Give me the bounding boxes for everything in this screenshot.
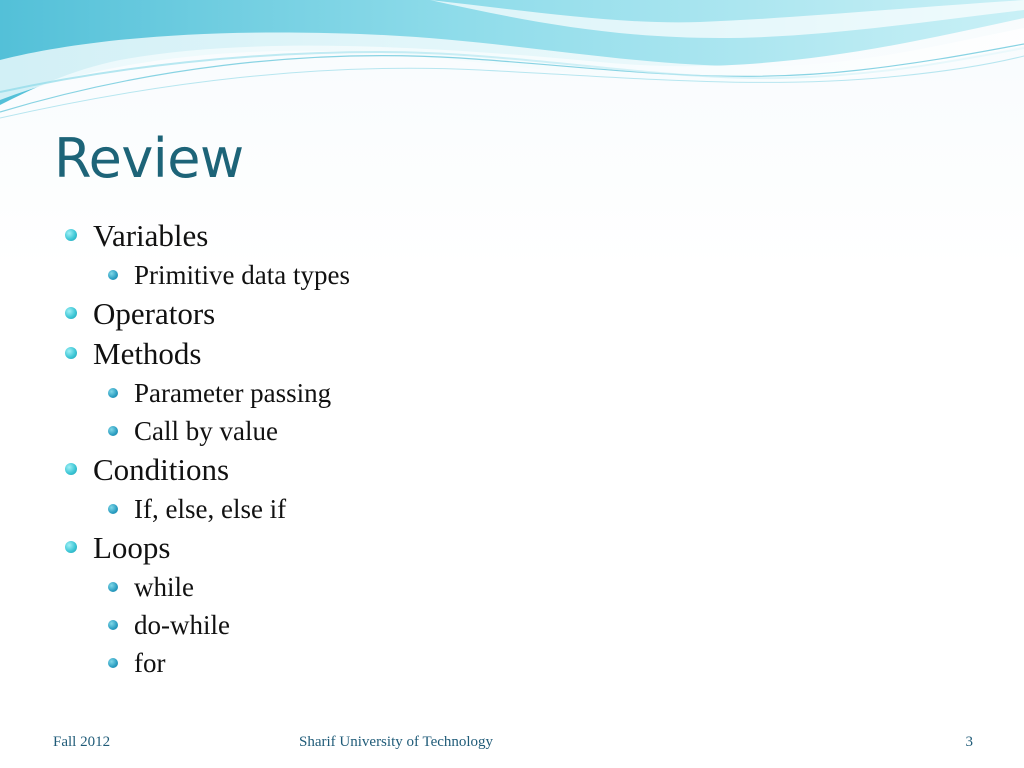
sub-bullet-label: Parameter passing: [134, 378, 332, 408]
sub-bullet-item-for: [60, 644, 960, 682]
bullet-dot-icon: [108, 388, 118, 398]
slide-title: Review: [54, 127, 244, 190]
sub-bullet-label: Primitive data types: [134, 260, 350, 290]
sub-bullet-item-do-while: [60, 606, 960, 644]
bullet-label: Conditions: [93, 452, 230, 487]
header-wave-decoration: [0, 0, 1024, 130]
bullet-list: [60, 216, 960, 682]
bullet-dot-icon: [108, 620, 118, 630]
bullet-dot-icon: [108, 582, 118, 592]
sub-bullet-label: Call by value: [134, 416, 278, 446]
sub-bullet-label: for: [134, 648, 166, 678]
bullet-dot-icon: [65, 307, 77, 319]
bullet-label: Operators: [93, 296, 216, 331]
bullet-item-operators: [60, 294, 960, 334]
bullet-item-conditions: [60, 450, 960, 490]
bullet-dot-icon: [65, 463, 77, 475]
bullet-dot-icon: [108, 270, 118, 280]
footer-organization: Sharif University of Technology: [299, 734, 494, 750]
sub-bullet-label: while: [134, 572, 194, 602]
sub-bullet-label: If, else, else if: [134, 494, 287, 524]
sub-bullet-item-while: [60, 568, 960, 606]
bullet-dot-icon: [108, 658, 118, 668]
bullet-dot-icon: [108, 426, 118, 436]
bullet-label: Loops: [93, 530, 171, 565]
bullet-dot-icon: [65, 541, 77, 553]
bullet-item-methods: [60, 334, 960, 374]
sub-bullet-item-call-by-value: [60, 412, 960, 450]
bullet-item-variables: [60, 216, 960, 256]
bullet-dot-icon: [65, 229, 77, 241]
bullet-label: Methods: [93, 336, 202, 371]
bullet-item-loops: [60, 528, 960, 568]
bullet-dot-icon: [108, 504, 118, 514]
bullet-dot-icon: [65, 347, 77, 359]
sub-bullet-item-primitive-data-types: [60, 256, 960, 294]
slide-number: 3: [965, 734, 973, 750]
sub-bullet-item-if-else: [60, 490, 960, 528]
footer-date: Fall 2012: [53, 734, 111, 750]
sub-bullet-label: do-while: [134, 610, 230, 640]
sub-bullet-item-parameter-passing: [60, 374, 960, 412]
bullet-label: Variables: [93, 218, 209, 253]
